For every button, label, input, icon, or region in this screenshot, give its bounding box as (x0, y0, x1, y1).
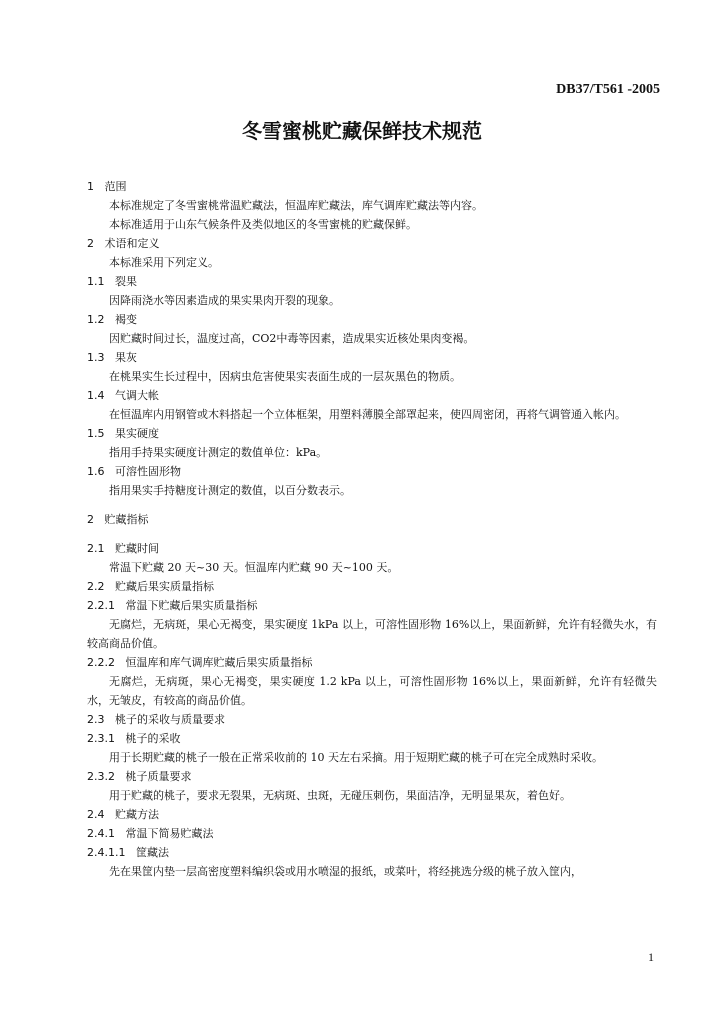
paragraph: 因降雨浇水等因素造成的果实果肉开裂的现象。 (109, 294, 340, 307)
paragraph: 指用果实手持糖度计测定的数值，以百分数表示。 (109, 484, 351, 497)
paragraph: 用于长期贮藏的桃子一般在正常采收前的 10 天左右采摘。用于短期贮藏的桃子可在完全成熟时采收。 (109, 751, 603, 764)
paragraph: 无腐烂，无病斑，果心无褐变，果实硬度 1kPa 以上，可溶性固形物 16%以上，果面新鲜，允许有轻微失水，有较高商品价值。 (87, 618, 657, 650)
paragraph: 在桃果实生长过程中，因病虫危害使果实表面生成的一层灰黑色的物质。 (109, 370, 461, 383)
section-heading: 1 范围 (87, 180, 127, 193)
document-title: 冬雪蜜桃贮藏保鲜技术规范 (242, 119, 482, 143)
section-heading: 2.2 贮藏后果实质量指标 (87, 580, 214, 593)
paragraph: 本标准规定了冬雪蜜桃常温贮藏法，恒温库贮藏法，库气调库贮藏法等内容。 (109, 199, 483, 212)
section-heading: 2.4.1.1 筐藏法 (87, 846, 169, 859)
section-heading: 1.3 果灰 (87, 351, 137, 364)
section-heading: 1.4 气调大帐 (87, 389, 159, 402)
section-heading: 1.2 褐变 (87, 313, 137, 326)
section-heading: 2 贮藏指标 (87, 513, 149, 526)
paragraph: 本标准适用于山东气候条件及类似地区的冬雪蜜桃的贮藏保鲜。 (109, 218, 417, 231)
paragraph: 先在果筐内垫一层高密度塑料编织袋或用水喷湿的报纸，或菜叶，将经挑选分级的桃子放入筐内， (109, 865, 582, 878)
paragraph: 在恒温库内用钢管或木料搭起一个立体框架，用塑料薄膜全部罩起来，使四周密闭，再将气调管通入帐内。 (109, 408, 626, 421)
section-heading: 2.3.1 桃子的采收 (87, 732, 181, 745)
section-heading: 1.1 裂果 (87, 275, 137, 288)
paragraph: 无腐烂，无病斑，果心无褐变，果实硬度 1.2 kPa 以上，可溶性固形物 16%以上，果面新鲜，允许有轻微失水，无皱皮，有较高的商品价值。 (87, 675, 657, 707)
section-heading: 2.3 桃子的采收与质量要求 (87, 713, 225, 726)
paragraph: 本标准采用下列定义。 (109, 256, 219, 269)
document-number: DB37/T561 -2005 (556, 82, 660, 97)
section-heading: 2.3.2 桃子质量要求 (87, 770, 192, 783)
section-heading: 2.4 贮藏方法 (87, 808, 159, 821)
paragraph: 常温下贮藏 20 天~30 天。恒温库内贮藏 90 天~100 天。 (109, 561, 399, 574)
section-heading: 2.2.1 常温下贮藏后果实质量指标 (87, 599, 258, 612)
section-heading: 2.1 贮藏时间 (87, 542, 159, 555)
paragraph: 指用手持果实硬度计测定的数值单位：kPa。 (109, 446, 328, 459)
section-heading: 2.4.1 常温下简易贮藏法 (87, 827, 214, 840)
section-heading: 2.2.2 恒温库和库气调库贮藏后果实质量指标 (87, 656, 313, 669)
section-heading: 2 术语和定义 (87, 237, 160, 250)
paragraph: 因贮藏时间过长，温度过高，CO2中毒等因素，造成果实近核处果肉变褐。 (109, 332, 475, 345)
section-heading: 1.6 可溶性固形物 (87, 465, 181, 478)
document-body (87, 177, 657, 881)
paragraph: 用于贮藏的桃子，要求无裂果，无病斑、虫斑，无碰压刺伤，果面洁净，无明显果灰，着色好。 (109, 789, 571, 802)
section-heading: 1.5 果实硬度 (87, 427, 159, 440)
page-number: 1 (648, 950, 654, 964)
